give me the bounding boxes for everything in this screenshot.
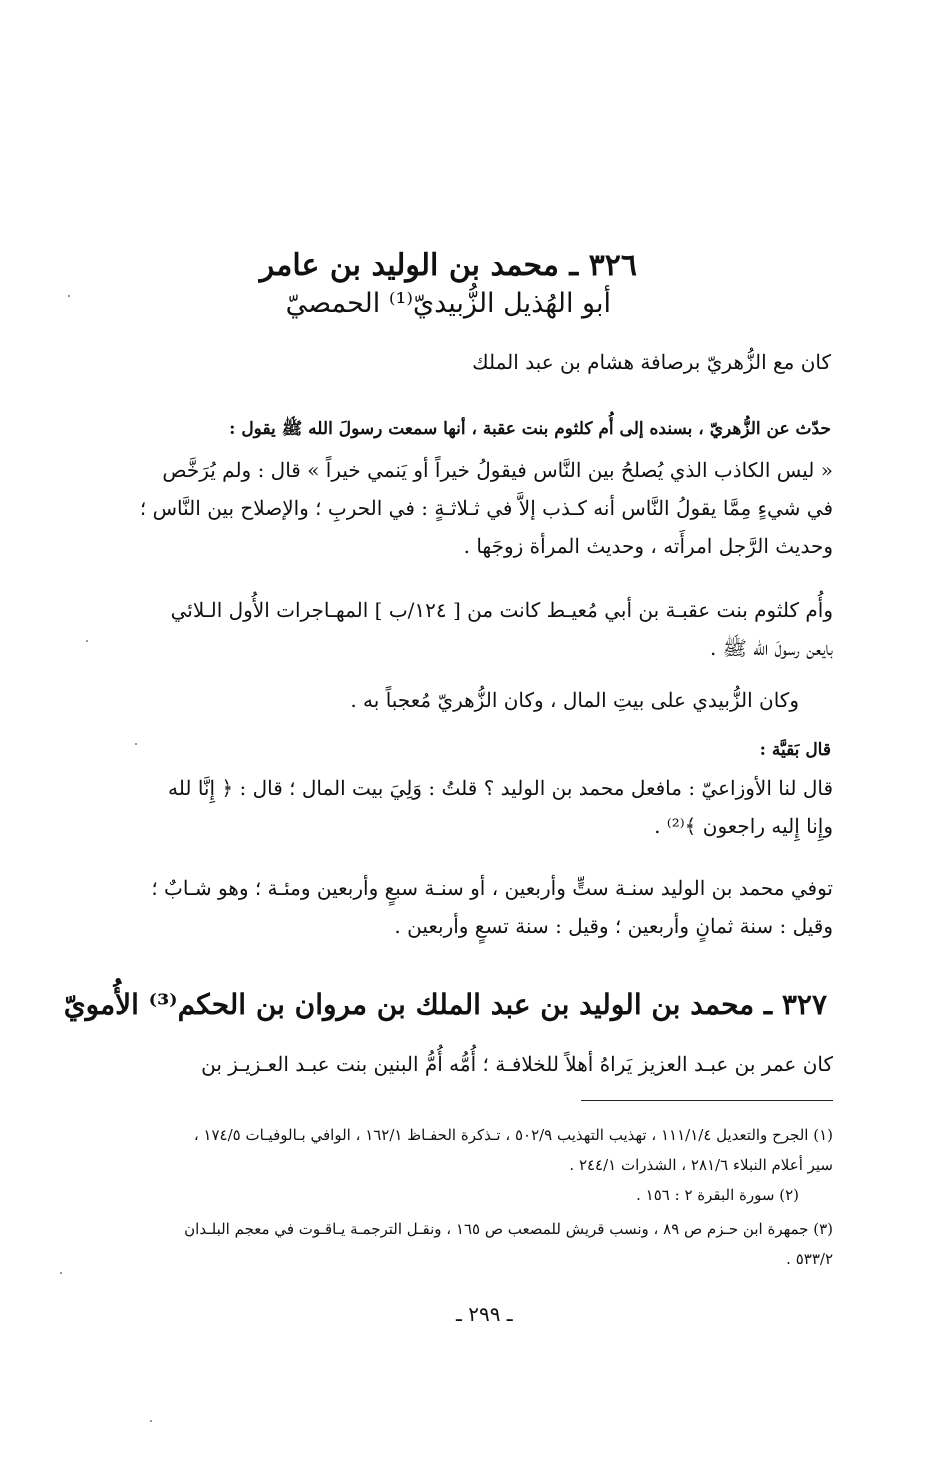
hadith-line-3: وحديث الرَّجل امرأَته ، وحديث المرأة زوجَها . <box>463 534 833 558</box>
umm-kulthum-line-2: بايعن رسولَ الله ﷺ . <box>710 636 833 660</box>
footnote-1-line-1: (١) الجرح والتعديل ١١١/١/٤ ، تهذيب التهذيب ٥٠٢/٩ ، تـذكرة الحفـاظ ١٦٢/١ ، الوافي بـالوفيـات ١٧٤/٥ ، <box>193 1126 833 1144</box>
scan-speck <box>135 743 137 745</box>
footnote-rule <box>581 1100 833 1101</box>
treasury-line: وكان الزُّبيدي على بيتِ المال ، وكان الزُّهريّ مُعجباً به . <box>350 688 799 712</box>
entry-326-intro: كان مع الزُّهريّ برصافة هشام بن عبد الملك <box>472 350 831 374</box>
umm-kulthum-line-1: وأُم كلثوم بنت عقبـة بن أبي مُعيـط كانت من [ ١٢٤/ب ] المهـاجرات الأُول الـلائي <box>170 598 833 622</box>
hadith-line-1: « ليس الكاذب الذي يُصلحُ بين النَّاس فيقولُ خيراً أو يَنمي خيراً » قال : ولم يُرَخَّص <box>162 458 833 482</box>
hadith-line-2: في شيءٍ مِمَّا يقولُ النَّاس أنه كـذب إلاَّ في ثـلاثـةٍ : في الحربِ ؛ والإصلاح بين النَّاس ؛ <box>139 496 833 520</box>
entry-327-title: ٣٢٧ ـ محمد بن الوليد بن عبد الملك بن مروان بن الحكم⁽³⁾ الأُمويّ <box>63 988 827 1021</box>
entry-326-subtitle: أبو الهُذيل الزُّبيديّ⁽¹⁾ الحمصيّ <box>285 288 611 319</box>
awzai-line-1: قال لنا الأوزاعيّ : مافعل محمد بن الوليد ؟ قلتُ : وَلِيَ بيت المال ؛ قال : ﴿ إِنَّا لله <box>168 776 833 800</box>
death-line-2: وقيل : سنة ثمانٍ وأربعين ؛ وقيل : سنة تسعٍ وأربعين . <box>394 914 833 938</box>
baqiyya-label: قال بَقيَّة : <box>759 740 831 760</box>
scan-speck <box>68 295 70 297</box>
footnote-3-line-1: (٣) جمهرة ابن حـزم ص ٨٩ ، ونسب قريش للمصعب ص ١٦٥ ، ونقـل الترجمـة يـاقـوت في معجم البلـدان <box>184 1220 833 1238</box>
scan-speck <box>60 1272 62 1274</box>
awzai-line-2: وإِنا إِليه راجعون ﴾⁽²⁾ . <box>654 814 833 838</box>
footnote-3-line-2: ٥٣٣/٢ . <box>786 1250 833 1268</box>
death-line-1: توفي محمد بن الوليد سنـة ستٍّ وأربعين ، أو سنـة سبعٍ وأربعين ومئـة ؛ وهو شـابٌ ؛ <box>151 876 833 900</box>
entry-327-first-line: كان عمر بن عبـد العزيز يَراهُ أهلاً للخلافـة ؛ أُمُّه أُمُّ البنين بنت عبـد العـزيـز بن <box>201 1052 833 1076</box>
scan-speck <box>86 640 88 642</box>
hadith-intro: حدّث عن الزُّهريّ ، بسنده إلى أُم كلثوم بنت عقبة ، أنها سمعت رسولَ الله ﷺ يقول : <box>229 419 831 439</box>
page-number: ـ ٢٩٩ ـ <box>456 1302 513 1326</box>
entry-326-title: ٣٢٦ ـ محمد بن الوليد بن عامر <box>259 248 637 283</box>
scan-speck <box>150 1420 152 1422</box>
footnote-2: (٢) سورة البقرة ٢ : ١٥٦ . <box>636 1186 799 1204</box>
footnote-1-line-2: سير أعلام النبلاء ٢٨١/٦ ، الشذرات ٢٤٤/١ . <box>569 1156 833 1174</box>
